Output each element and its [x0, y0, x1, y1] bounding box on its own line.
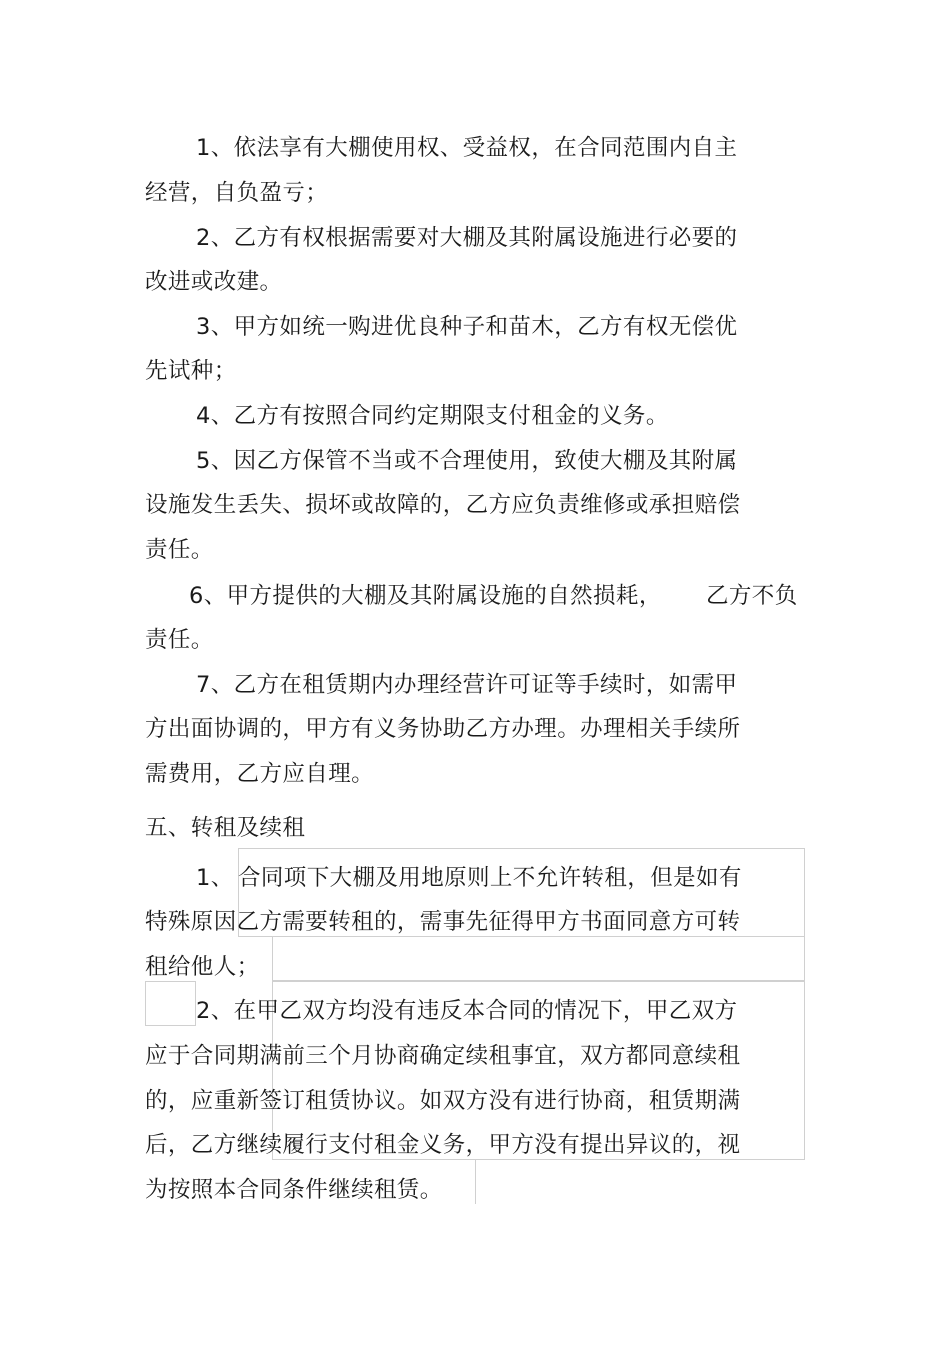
item-2-line-2: 改进或改建。	[145, 269, 283, 295]
item-3-line-2: 先试种；	[145, 358, 237, 384]
scan-artifact-box	[272, 937, 805, 981]
item-1-line-2: 经营，自负盈亏；	[145, 180, 329, 206]
scan-artifact-box	[145, 981, 196, 1026]
s5-item-1-line-1: 合同项下大棚及用地原则上不允许转租，但是如有	[238, 865, 742, 891]
item-2-line-1: 2、乙方有权根据需要对大棚及其附属设施进行必要的	[196, 225, 738, 251]
s5-item-2-line-4: 后，乙方继续履行支付租金义务，甲方没有提出异议的，视	[145, 1132, 741, 1158]
s5-item-2-line-2: 应于合同期满前三个月协商确定续租事宜，双方都同意续租	[145, 1043, 741, 1069]
item-7-line-3: 需费用，乙方应自理。	[145, 761, 375, 787]
item-5-line-3: 责任。	[145, 537, 214, 563]
item-1-line-1: 1、依法享有大棚使用权、受益权，在合同范围内自主	[196, 135, 738, 161]
item-4-line-1: 4、乙方有按照合同约定期限支付租金的义务。	[196, 403, 669, 429]
section-5-heading: 五、转租及续租	[145, 815, 306, 841]
scan-artifact-line	[475, 1160, 476, 1204]
item-6-line-2: 责任。	[145, 627, 214, 653]
s5-item-2-line-3: 的，应重新签订租赁协议。如双方没有进行协商，租赁期满	[145, 1088, 741, 1114]
item-6-line-1a: 6、甲方提供的大棚及其附属设施的自然损耗，	[189, 583, 662, 609]
item-6-line-1b: 乙方不负	[706, 583, 798, 609]
s5-item-1-number: 1、	[196, 865, 234, 891]
item-3-line-1: 3、甲方如统一购进优良种子和苗木，乙方有权无偿优	[196, 314, 738, 340]
s5-item-1-line-3: 租给他人；	[145, 954, 260, 980]
item-7-line-1: 7、乙方在租赁期内办理经营许可证等手续时，如需甲	[196, 672, 738, 698]
item-7-line-2: 方出面协调的，甲方有义务协助乙方办理。办理相关手续所	[145, 716, 741, 742]
s5-item-2-line-5: 为按照本合同条件继续租赁。	[145, 1177, 443, 1203]
s5-item-1-line-2: 特殊原因乙方需要转租的，需事先征得甲方书面同意方可转	[145, 909, 741, 935]
item-5-line-2: 设施发生丢失、损坏或故障的，乙方应负责维修或承担赔偿	[145, 492, 741, 518]
item-5-line-1: 5、因乙方保管不当或不合理使用，致使大棚及其附属	[196, 448, 738, 474]
s5-item-2-line-1: 2、在甲乙双方均没有违反本合同的情况下，甲乙双方	[196, 998, 738, 1024]
